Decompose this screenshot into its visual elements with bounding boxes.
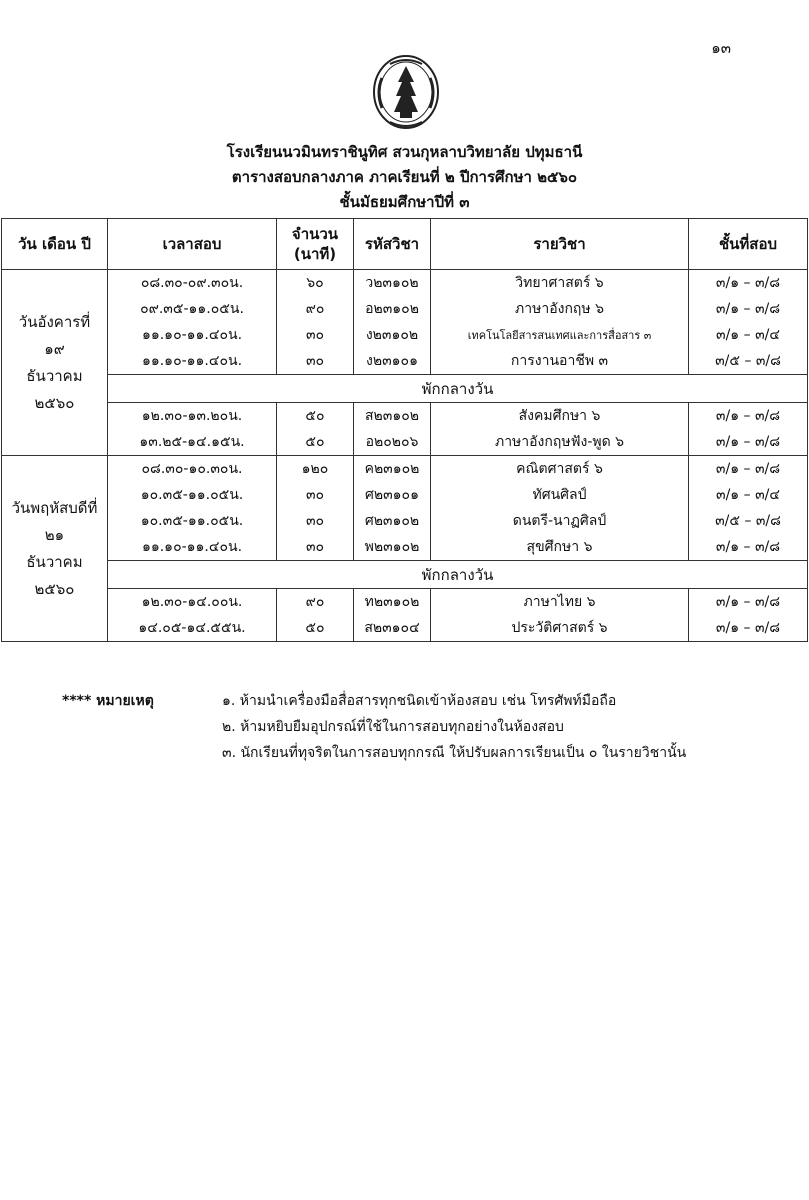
- subject-name: ดนตรี-นาฏศิลป์: [431, 508, 689, 534]
- grade-level: ชั้นมัธยมศึกษาปีที่ ๓: [339, 193, 470, 211]
- lunch-break-row: [2, 561, 808, 589]
- note-item: ๒. ห้ามหยิบยืมอุปกรณ์ที่ใช้ในการสอบทุกอย่างในห้องสอบ: [222, 719, 564, 735]
- exam-minutes: ๓๐: [277, 348, 354, 375]
- date-day: ๑๙: [44, 339, 65, 358]
- date-weekday: วันอังคารที่: [18, 312, 91, 331]
- exam-classes: ๓/๕ – ๓/๘: [689, 508, 808, 534]
- date-year: ๒๕๖๐: [34, 579, 75, 598]
- exam-schedule-table: [1, 218, 808, 642]
- document-title-block: [0, 140, 809, 215]
- exam-classes: ๓/๑ – ๓/๘: [689, 403, 808, 430]
- subject-name: วิทยาศาสตร์ ๖: [431, 270, 689, 297]
- note-item: ๑. ห้ามนำเครื่องมือสื่อสารทุกชนิดเข้าห้องสอบ เช่น โทรศัพท์มือถือ: [222, 693, 617, 709]
- column-header: เวลาสอบ: [108, 219, 277, 270]
- column-header: วัน เดือน ปี: [2, 219, 108, 270]
- column-header: รายวิชา: [431, 219, 689, 270]
- subject-code: อ๒๐๒๐๖: [354, 429, 431, 456]
- lunch-break-label: พักกลางวัน: [108, 375, 808, 403]
- table-row: [2, 589, 808, 616]
- exam-classes: ๓/๑ – ๓/๔: [689, 482, 808, 508]
- exam-title: ตารางสอบกลางภาค ภาคเรียนที่ ๒ ปีการศึกษา ๒๕๖๐: [231, 168, 578, 186]
- subject-name: เทคโนโลยีสารสนเทศและการสื่อสาร ๓: [431, 322, 689, 348]
- subject-code: ส๒๓๑๐๒: [354, 403, 431, 430]
- table-row: [2, 348, 808, 375]
- column-header: ชั้นที่สอบ: [689, 219, 808, 270]
- date-day: ๒๑: [44, 525, 65, 544]
- exam-date-cell: [2, 456, 108, 642]
- table-row: [2, 296, 808, 322]
- lunch-break-label: พักกลางวัน: [108, 561, 808, 589]
- exam-classes: ๓/๑ – ๓/๘: [689, 296, 808, 322]
- notes-list: [222, 688, 686, 766]
- table-row: [2, 534, 808, 561]
- exam-time: ๑๐.๓๕-๑๑.๐๕น.: [108, 482, 277, 508]
- exam-classes: ๓/๕ – ๓/๘: [689, 348, 808, 375]
- exam-classes: ๓/๑ – ๓/๘: [689, 456, 808, 483]
- exam-minutes: ๙๐: [277, 296, 354, 322]
- exam-time: ๐๙.๓๕-๑๑.๐๕น.: [108, 296, 277, 322]
- school-seal-logo: [370, 52, 442, 132]
- exam-time: ๑๓.๒๕-๑๔.๑๕น.: [108, 429, 277, 456]
- date-weekday: วันพฤหัสบดีที่: [11, 498, 98, 517]
- subject-name: การงานอาชีพ ๓: [431, 348, 689, 375]
- exam-time: ๐๘.๓๐-๐๙.๓๐น.: [108, 270, 277, 297]
- table-row: [2, 429, 808, 456]
- subject-name: สุขศึกษา ๖: [431, 534, 689, 561]
- exam-classes: ๓/๑ – ๓/๘: [689, 534, 808, 561]
- subject-code: ว๒๓๑๐๒: [354, 270, 431, 297]
- exam-minutes: ๑๒๐: [277, 456, 354, 483]
- column-header: รหัสวิชา: [354, 219, 431, 270]
- table-row: [2, 322, 808, 348]
- exam-time: ๑๐.๓๕-๑๑.๐๕น.: [108, 508, 277, 534]
- subject-code: พ๒๓๑๐๒: [354, 534, 431, 561]
- subject-name: ภาษาไทย ๖: [431, 589, 689, 616]
- exam-time: ๑๒.๓๐-๑๓.๒๐น.: [108, 403, 277, 430]
- exam-minutes: ๕๐: [277, 403, 354, 430]
- school-name: โรงเรียนนวมินทราชินูทิศ สวนกุหลาบวิทยาลัย ปทุมธานี: [226, 143, 583, 161]
- date-month: ธันวาคม: [26, 366, 83, 385]
- exam-classes: ๓/๑ – ๓/๘: [689, 589, 808, 616]
- subject-code: อ๒๓๑๐๒: [354, 296, 431, 322]
- exam-minutes: ๓๐: [277, 534, 354, 561]
- exam-time: ๑๑.๑๐-๑๑.๔๐น.: [108, 348, 277, 375]
- exam-date-cell: [2, 270, 108, 456]
- subject-code: ง๒๓๑๐๑: [354, 348, 431, 375]
- note-item: ๓. นักเรียนที่ทุจริตในการสอบทุกกรณี ให้ปรับผลการเรียนเป็น ๐ ในรายวิชานั้น: [222, 745, 687, 761]
- exam-minutes: ๙๐: [277, 589, 354, 616]
- date-month: ธันวาคม: [26, 552, 83, 571]
- subject-code: ง๒๓๑๐๒: [354, 322, 431, 348]
- subject-name: คณิตศาสตร์ ๖: [431, 456, 689, 483]
- table-row: [2, 508, 808, 534]
- exam-minutes: ๕๐: [277, 615, 354, 642]
- exam-classes: ๓/๑ – ๓/๘: [689, 429, 808, 456]
- subject-name: ภาษาอังกฤษ ๖: [431, 296, 689, 322]
- exam-time: ๑๔.๐๕-๑๔.๕๕น.: [108, 615, 277, 642]
- exam-classes: ๓/๑ – ๓/๘: [689, 270, 808, 297]
- page-number: ๑๓: [711, 39, 731, 57]
- exam-time: ๑๑.๑๐-๑๑.๔๐น.: [108, 322, 277, 348]
- subject-name: ภาษาอังกฤษฟัง-พูด ๖: [431, 429, 689, 456]
- subject-name: ทัศนศิลป์: [431, 482, 689, 508]
- subject-name: ประวัติศาสตร์ ๖: [431, 615, 689, 642]
- notes-label: **** หมายเหตุ: [62, 693, 154, 709]
- subject-code: ศ๒๓๑๐๑: [354, 482, 431, 508]
- exam-time: ๑๒.๓๐-๑๔.๐๐น.: [108, 589, 277, 616]
- table-row: [2, 615, 808, 642]
- exam-classes: ๓/๑ – ๓/๔: [689, 322, 808, 348]
- date-year: ๒๕๖๐: [34, 393, 75, 412]
- exam-time: ๑๑.๑๐-๑๑.๔๐น.: [108, 534, 277, 561]
- column-header: จำนวน (นาที): [277, 219, 354, 270]
- subject-name: สังคมศึกษา ๖: [431, 403, 689, 430]
- table-row: [2, 403, 808, 430]
- subject-code: ท๒๓๑๐๒: [354, 589, 431, 616]
- exam-minutes: ๓๐: [277, 508, 354, 534]
- table-row: [2, 482, 808, 508]
- subject-code: ค๒๓๑๐๒: [354, 456, 431, 483]
- exam-minutes: ๖๐: [277, 270, 354, 297]
- subject-code: ศ๒๓๑๐๒: [354, 508, 431, 534]
- exam-classes: ๓/๑ – ๓/๘: [689, 615, 808, 642]
- exam-minutes: ๓๐: [277, 322, 354, 348]
- table-header-row: [2, 219, 808, 270]
- lunch-break-row: [2, 375, 808, 403]
- exam-time: ๐๘.๓๐-๑๐.๓๐น.: [108, 456, 277, 483]
- subject-code: ส๒๓๑๐๔: [354, 615, 431, 642]
- table-row: [2, 456, 808, 483]
- table-row: [2, 270, 808, 297]
- exam-minutes: ๓๐: [277, 482, 354, 508]
- exam-minutes: ๕๐: [277, 429, 354, 456]
